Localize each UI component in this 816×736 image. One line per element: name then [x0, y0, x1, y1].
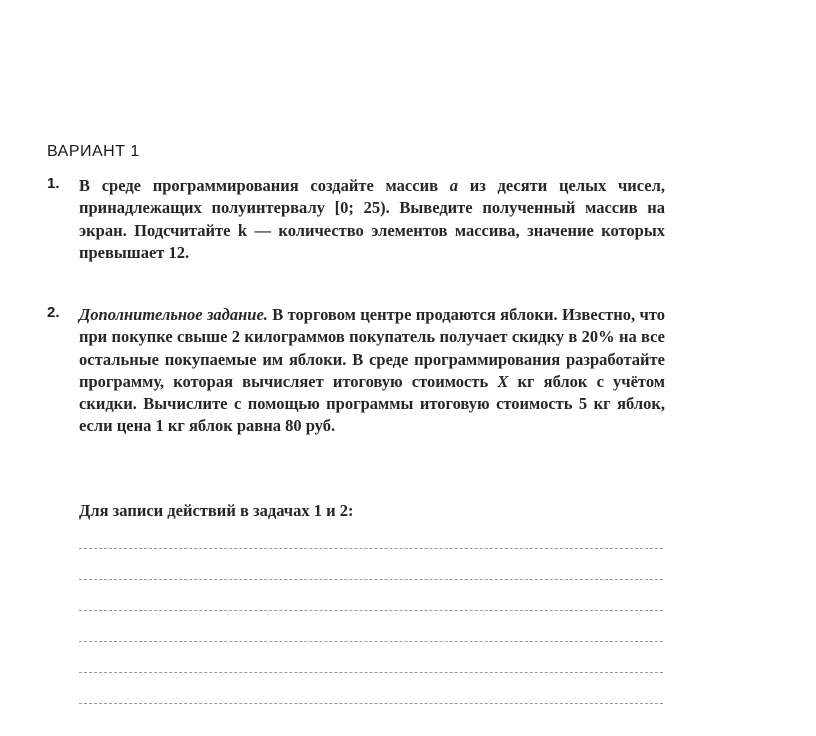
records-label: Для записи действий в задачах 1 и 2:	[79, 501, 354, 520]
task-1-text-before: В среде программирования создайте массив	[79, 176, 450, 195]
task-2-variable-x: X	[497, 371, 509, 391]
task-2-number: 2.	[47, 304, 60, 321]
answer-line[interactable]	[79, 641, 663, 642]
task-2-text-after: кг яблок с учётом скидки. Вычислите с помощью программы итоговую стоимость 5 кг яблок, если цена 1 кг яблок равна 80 руб.	[79, 371, 665, 436]
answer-line[interactable]	[79, 610, 663, 611]
answer-line[interactable]	[79, 672, 663, 673]
answer-line[interactable]	[79, 548, 663, 549]
task-1-variable-a: a	[449, 176, 458, 195]
variant-title: ВАРИАНТ 1	[47, 143, 140, 160]
task-1	[47, 175, 667, 264]
task-2	[47, 304, 667, 438]
task-2-text-before: В торговом центре продаются яблоки. Известно, что при покупке свыше 2 килограммов покупатель получает скидку в 20% на все остальные покупаемые им яблоки. В среде программирования разработайте программу, которая вычисляет итоговую стоимость	[79, 305, 665, 391]
answer-line[interactable]	[79, 703, 663, 704]
task-1-text-after: из десяти целых чисел, принадлежащих полуинтервалу [0; 25). Выведите полученный массив на экран. Подсчитайте k — количество элементов массива, значение которых превышает 12.	[79, 176, 665, 262]
task-1-text	[79, 175, 665, 264]
answer-lines[interactable]	[79, 548, 663, 734]
answer-line[interactable]	[79, 579, 663, 580]
task-2-text	[79, 304, 665, 438]
task-1-number: 1.	[47, 175, 60, 192]
task-2-lead: Дополнительное задание.	[79, 305, 268, 324]
